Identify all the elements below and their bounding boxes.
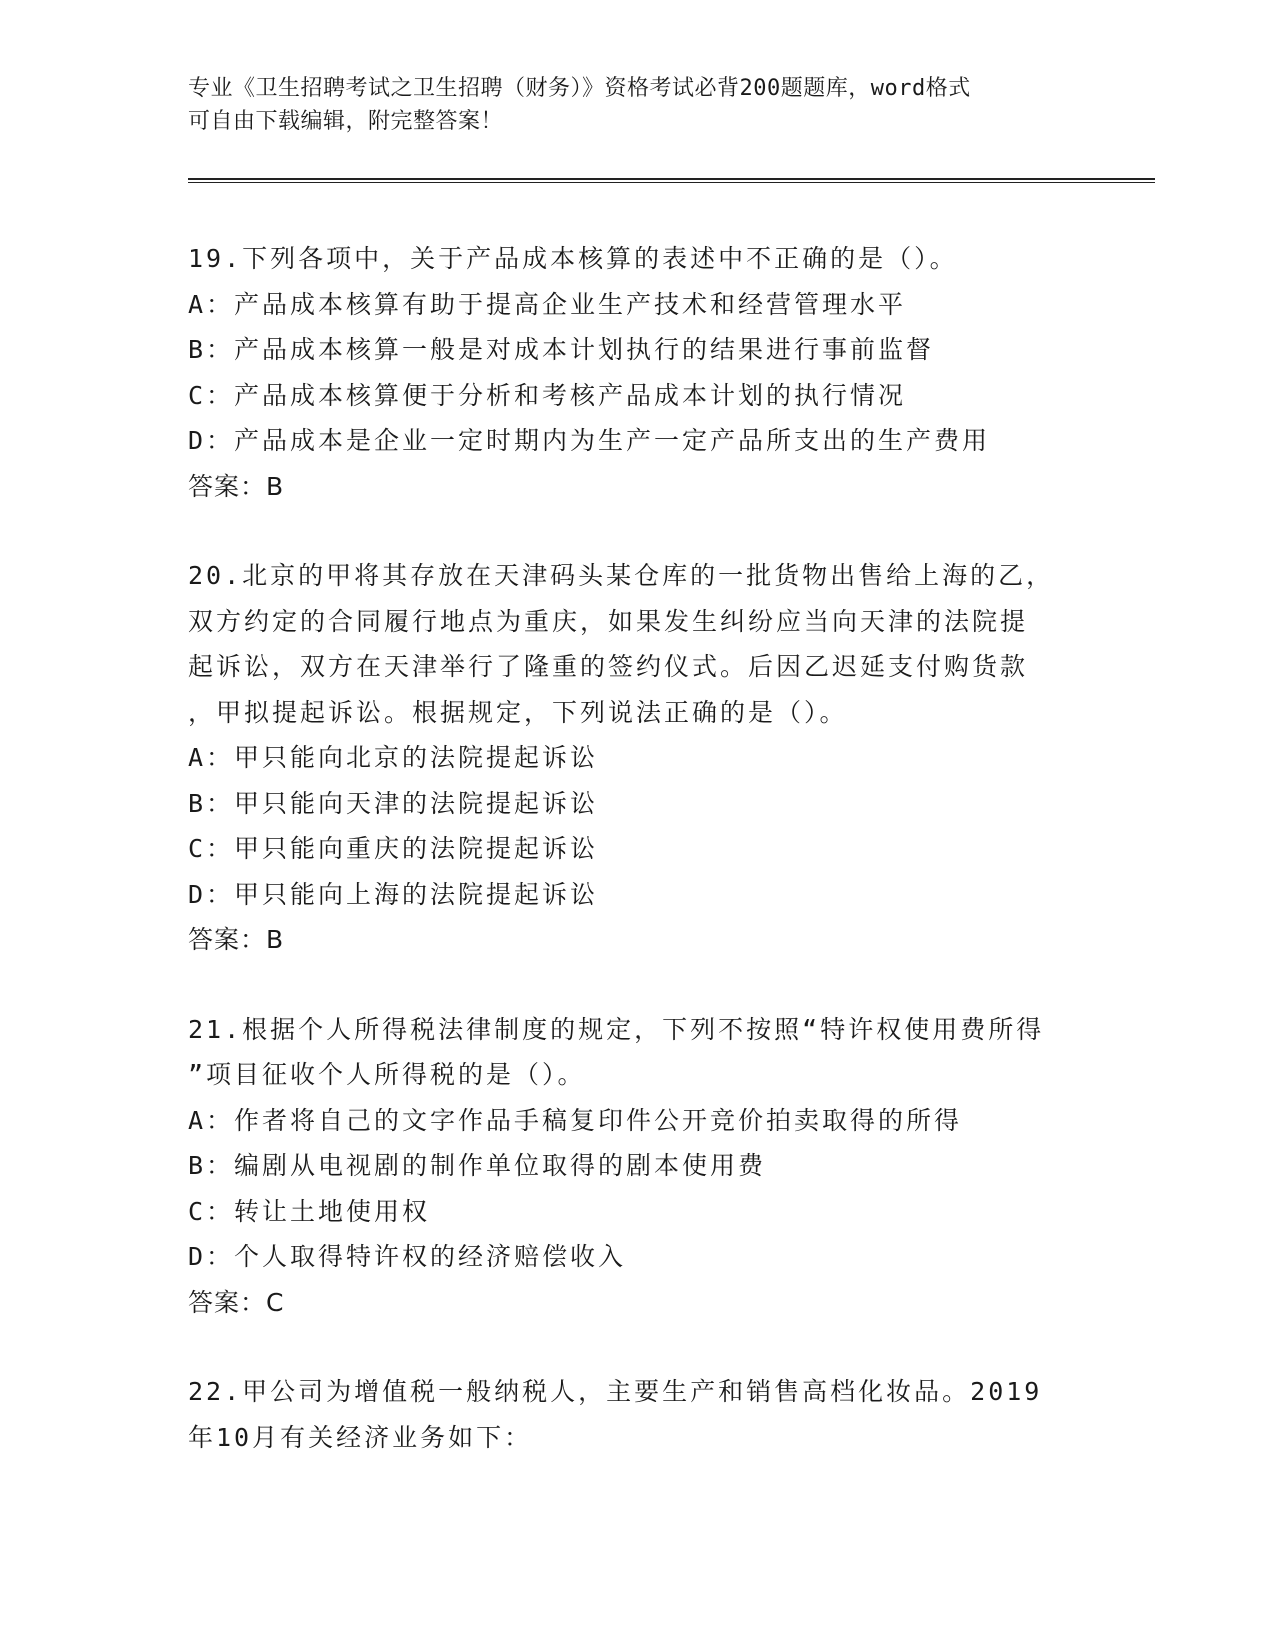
question-21: [188, 1007, 1088, 1326]
question-stem: 21.根据个人所得税法律制度的规定，下列不按照“特许权使用费所得: [188, 1014, 1045, 1044]
header-line-2: 可自由下载编辑，附完整答案！: [188, 109, 504, 134]
question-19: [188, 236, 1088, 509]
option-a: A：作者将自己的文字作品手稿复印件公开竞价拍卖取得的所得: [188, 1105, 963, 1135]
question-stem: ”项目征收个人所得税的是（）。: [188, 1060, 586, 1089]
header-line-1: 专业《卫生招聘考试之卫生招聘（财务）》资格考试必背200题题库，word格式: [188, 76, 971, 101]
option-d: D：个人取得特许权的经济赔偿收入: [188, 1242, 627, 1271]
header-divider: [188, 178, 1155, 183]
option-b: B：产品成本核算一般是对成本计划执行的结果进行事前监督: [188, 335, 935, 364]
question-22: [188, 1369, 1088, 1460]
question-stem: 双方约定的合同履行地点为重庆，如果发生纠纷应当向天津的法院提: [188, 606, 1029, 636]
option-c: C：甲只能向重庆的法院提起诉讼: [188, 834, 599, 863]
question-stem: 年10月有关经济业务如下：: [188, 1422, 533, 1452]
document-header: [188, 72, 1088, 138]
question-stem: 20.北京的甲将其存放在天津码头某仓库的一批货物出售给上海的乙，: [188, 561, 1055, 590]
answer-text: 答案：C: [188, 1287, 285, 1317]
question-stem: 19.下列各项中，关于产品成本核算的表述中不正确的是（）。: [188, 244, 958, 273]
option-b: B：甲只能向天津的法院提起诉讼: [188, 788, 599, 818]
option-c: C：转让土地使用权: [188, 1196, 431, 1226]
option-b: B：编剧从电视剧的制作单位取得的剧本使用费: [188, 1151, 767, 1180]
option-a: A：甲只能向北京的法院提起诉讼: [188, 743, 599, 772]
question-20: [188, 553, 1088, 963]
answer-text: 答案：B: [188, 471, 285, 501]
question-stem: ，甲拟提起诉讼。根据规定，下列说法正确的是（）。: [188, 697, 848, 727]
question-stem: 22.甲公司为增值税一般纳税人，主要生产和销售高档化妆品。2019: [188, 1377, 1043, 1406]
option-a: A：产品成本核算有助于提高企业生产技术和经营管理水平: [188, 289, 907, 319]
option-d: D：甲只能向上海的法院提起诉讼: [188, 879, 599, 909]
option-c: C：产品成本核算便于分析和考核产品成本计划的执行情况: [188, 380, 907, 410]
question-stem: 起诉讼，双方在天津举行了隆重的签约仪式。后因乙迟延支付购货款: [188, 652, 1029, 681]
question-list: [188, 236, 1088, 1504]
answer-text: 答案：B: [188, 925, 285, 954]
option-d: D：产品成本是企业一定时期内为生产一定产品所支出的生产费用: [188, 426, 991, 455]
